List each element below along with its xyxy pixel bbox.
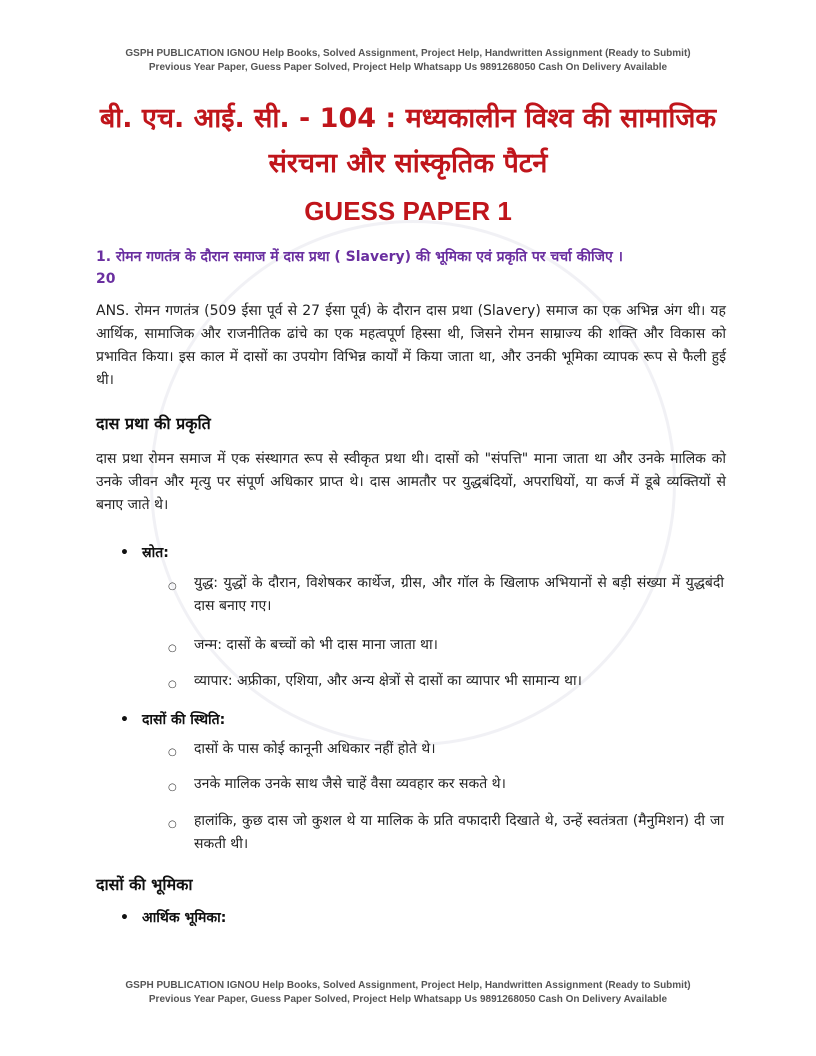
bullet-dot: • [120,910,129,926]
header-line-1: GSPH PUBLICATION IGNOU Help Books, Solved Assignment, Project Help, Handwritten Assignment (Ready to Submit) [125,48,691,59]
bullet-dot: • [120,712,129,728]
header-line-2: Previous Year Paper, Guess Paper Solved, Project Help Whatsapp Us 9891268050 Cash On Delivery Available [148,62,668,73]
footer-line-2: Previous Year Paper, Guess Paper Solved, Project Help Whatsapp Us 9891268050 Cash On Delivery Available [148,994,668,1005]
circle-bullet-icon: ○ [168,819,177,830]
footer-line-1: GSPH PUBLICATION IGNOU Help Books, Solved Assignment, Project Help, Handwritten Assignment (Ready to Submit) [125,980,691,991]
list-item: ○ व्यापार: अफ्रीका, एशिया, और अन्य क्षेत्रों से दासों का व्यापार भी सामान्य था। [168,670,724,693]
bullet-status-label: दासों की स्थिति: [142,712,226,728]
section-heading-nature: दास प्रथा की प्रकृति [96,414,211,433]
bullet-economic-label: आर्थिक भूमिका: [142,910,227,926]
page-footer [0,979,816,1007]
title-line-2: संरचना और सांस्कृतिक पैटर्न [268,148,548,179]
list-item: ○ युद्ध: युद्धों के दौरान, विशेषकर कार्थेज, ग्रीस, और गॉल के खिलाफ अभियानों से बड़ी संख्या में युद्धबंदी दास बनाए गए। [168,575,724,614]
list-item: ○ उनके मालिक उनके साथ जैसे चाहें वैसा व्यवहार कर सकते थे। [168,773,724,796]
title-line-1: बी. एच. आई. सी. - 104 : मध्यकालीन विश्व की सामाजिक [99,103,717,134]
page-title [60,96,756,186]
list-item: ○ जन्म: दासों के बच्चों को भी दास माना जाता था। [168,634,724,657]
bullet-sources [120,543,169,562]
bullet-sources-label: स्रोत: [142,545,169,561]
bullet-economic-role [120,908,226,927]
question-marks: 20 [96,271,116,287]
question-text: 1. रोमन गणतंत्र के दौरान समाज में दास प्रथा ( Slavery) की भूमिका एवं प्रकृति पर चर्चा कीजिए । [96,249,623,265]
question-1 [96,246,726,290]
circle-bullet-icon: ○ [168,643,177,654]
circle-bullet-icon: ○ [168,581,177,592]
section-nature-para: दास प्रथा रोमन समाज में एक संस्थागत रूप से स्वीकृत प्रथा थी। दासों को "संपत्ति" माना जाता था और उनके मालिक को उनके जीवन और मृत्यु पर संपूर्ण अधिकार प्राप्त थे। दास आमतौर पर युद्धबंदियों, अपराधियों, या कर्ज में डूबे व्यक्तियों से बनाए जाते थे। [96,451,726,513]
bullet-status [120,710,225,729]
section-heading-role: दासों की भूमिका [96,875,193,894]
bullet-dot: • [120,545,129,561]
circle-bullet-icon: ○ [168,782,177,793]
answer-intro: ANS. रोमन गणतंत्र (509 ईसा पूर्व से 27 ईसा पूर्व) के दौरान दास प्रथा (Slavery) समाज का एक अभिन्न अंग थी। यह आर्थिक, सामाजिक और राजनीतिक ढांचे का एक महत्वपूर्ण हिस्सा थी, जिसने रोमन साम्राज्य की शक्ति और विकास को प्रभावित किया। इस काल में दासों का उपयोग विभिन्न कार्यों में किया जाता था, और उनकी भूमिका व्यापक रूप से फैली हुई थी। [96,303,726,388]
guess-paper-label: GUESS PAPER 1 [304,196,512,226]
list-item: ○ दासों के पास कोई कानूनी अधिकार नहीं होते थे। [168,738,724,761]
page-header [0,47,816,75]
list-item: ○ हालांकि, कुछ दास जो कुशल थे या मालिक के प्रति वफादारी दिखाते थे, उन्हें स्वतंत्रता (मैनुमिशन) दी जा सकती थी। [168,813,724,852]
circle-bullet-icon: ○ [168,747,177,758]
circle-bullet-icon: ○ [168,679,177,690]
